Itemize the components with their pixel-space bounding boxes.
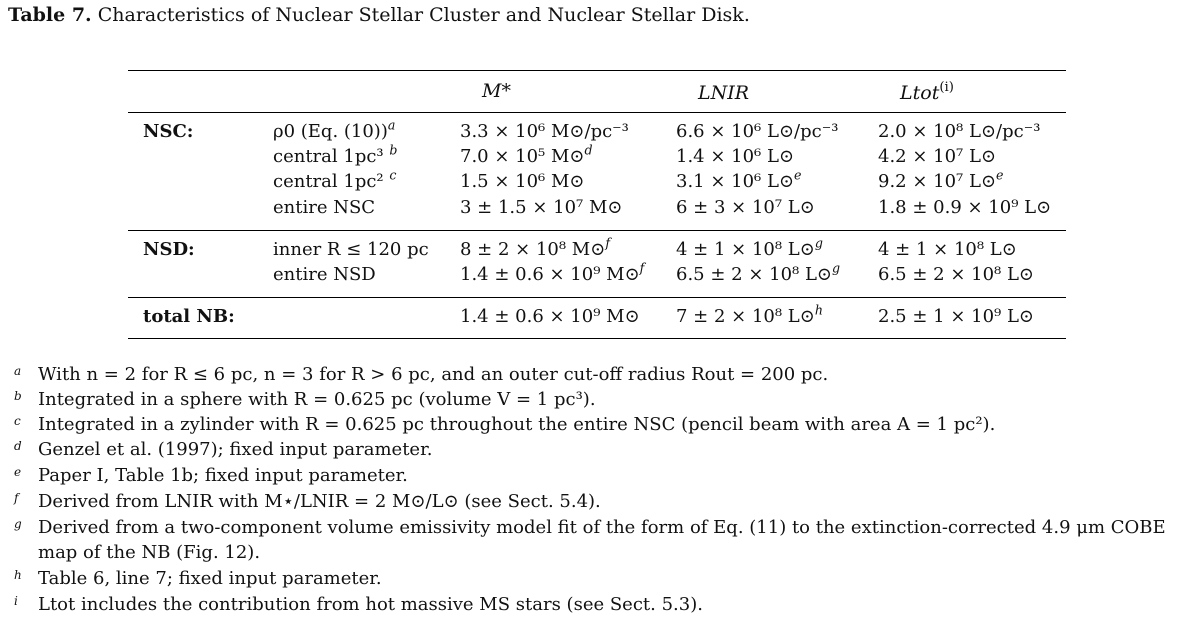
row-rho0-mass: 3.3 × 10⁶ M⊙/pc⁻³ [460,121,629,142]
footnote-mark: h [14,568,22,582]
footnote-text: Integrated in a zylinder with R = 0.625 pc throughout the entire NSC (pencil beam with area A = 1 pc²). [38,414,996,435]
row-central1pc2-ltot: 9.2 × 10⁷ L⊙$^e$ [878,167,1004,192]
group-total: total NB: [143,306,235,327]
row-entire-nsc-lnir: 6 ± 3 × 10⁷ L⊙ [676,197,815,218]
footnote-text-continued: map of the NB (Fig. 12). [38,542,261,563]
row-central1pc3-mass: 7.0 × 10⁵ M⊙$^d$ [460,142,593,167]
row-entire-nsc-label: entire NSC [273,197,376,218]
row-inner-r-ltot: 4 ± 1 × 10⁸ L⊙ [878,239,1017,260]
row-entire-nsd-lnir: 6.5 ± 2 × 10⁸ L⊙$^g$ [676,260,841,285]
nsc-bottom-rule [128,230,1066,231]
table-top-rule [128,70,1066,71]
nsd-bottom-rule [128,297,1066,298]
row-rho0-label: ρ0 (Eq. (10))$^a$ [273,117,396,142]
row-entire-nsd-label: entire NSD [273,264,376,285]
group-nsc: NSC: [143,121,194,142]
caption-text: Characteristics of Nuclear Stellar Cluster and Nuclear Stellar Disk. [97,4,750,26]
row-central1pc2-mass: 1.5 × 10⁶ M⊙ [460,171,585,192]
footnote-mark: e [14,465,22,479]
footnote-text: Integrated in a sphere with R = 0.625 pc (volume V = 1 pc³). [38,389,596,410]
row-entire-nsd-ltot: 6.5 ± 2 × 10⁸ L⊙ [878,264,1035,285]
row-entire-nsd-mass: 1.4 ± 0.6 × 10⁹ M⊙$^f$ [460,260,645,285]
footnote-text: Genzel et al. (1997); fixed input parameter. [38,439,433,460]
header-rule [128,112,1066,113]
table-caption [8,4,750,26]
footnote-mark: f [14,491,19,505]
row-rho0-ltot: 2.0 × 10⁸ L⊙/pc⁻³ [878,121,1041,142]
footnote-text: Table 6, line 7; fixed input parameter. [38,568,382,589]
footnote-text: Paper I, Table 1b; fixed input parameter. [38,465,408,486]
row-central1pc3-label: central 1pc³ $^b$ [273,142,398,167]
row-entire-nsc-ltot: 1.8 ± 0.9 × 10⁹ L⊙ [878,197,1052,218]
footnote-text: Derived from LNIR with M⋆/LNIR = 2 M⊙/L⊙ (see Sect. 5.4). [38,491,601,512]
caption-label: Table 7. [8,4,92,26]
footnote-mark: d [14,439,22,453]
group-nsd: NSD: [143,239,195,260]
row-total-mass: 1.4 ± 0.6 × 10⁹ M⊙ [460,306,640,327]
row-inner-r-lnir: 4 ± 1 × 10⁸ L⊙$^g$ [676,235,823,260]
row-inner-r-label: inner R ≤ 120 pc [273,239,429,260]
footnote-mark: c [14,414,21,428]
header-ltot-text: Ltot [900,82,940,104]
footnote-text: With n = 2 for R ≤ 6 pc, n = 3 for R > 6 pc, and an outer cut-off radius Rout = 200 pc. [38,364,829,385]
footnote-mark: g [14,517,22,531]
table-bottom-rule [128,338,1066,339]
row-central1pc3-ltot: 4.2 × 10⁷ L⊙ [878,146,997,167]
header-mass: M* [482,80,511,102]
row-central1pc2-lnir: 3.1 × 10⁶ L⊙$^e$ [676,167,802,192]
header-lnir: LNIR [698,82,750,104]
row-central1pc2-label: central 1pc² $^c$ [273,167,397,192]
row-central1pc3-lnir: 1.4 × 10⁶ L⊙ [676,146,795,167]
footnote-text: Ltot includes the contribution from hot massive MS stars (see Sect. 5.3). [38,594,703,615]
row-total-ltot: 2.5 ± 1 × 10⁹ L⊙ [878,306,1035,327]
footnote-text: Derived from a two-component volume emissivity model fit of the form of Eq. (11) to the extinction-corrected 4.9 μm COBE [38,517,1166,538]
header-ltot [900,81,954,106]
header-ltot-mark: (i) [939,80,954,96]
row-total-lnir: 7 ± 2 × 10⁸ L⊙$^h$ [676,302,823,327]
footnote-mark: b [14,389,22,403]
footnote-mark: a [14,364,22,378]
row-entire-nsc-mass: 3 ± 1.5 × 10⁷ M⊙ [460,197,623,218]
footnote-mark: i [14,594,18,608]
row-rho0-lnir: 6.6 × 10⁶ L⊙/pc⁻³ [676,121,839,142]
row-inner-r-mass: 8 ± 2 × 10⁸ M⊙$^f$ [460,235,610,260]
